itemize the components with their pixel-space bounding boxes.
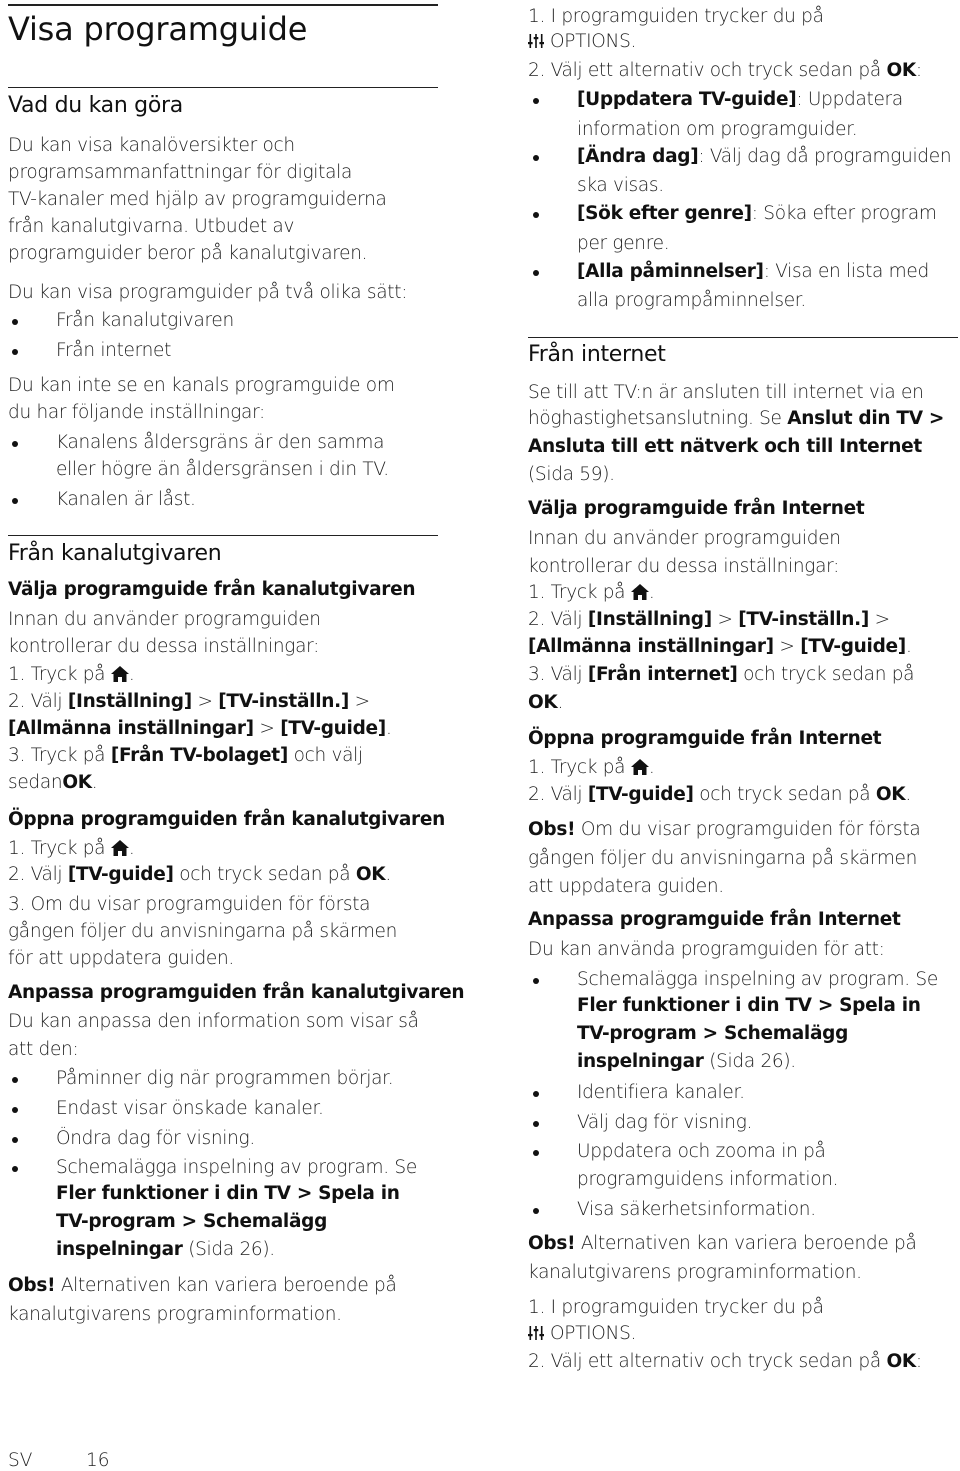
note-line	[528, 819, 920, 840]
step-text: och tryck sedan på	[699, 784, 871, 805]
step-line: OK.	[528, 692, 564, 713]
option-item-continued: per genre.	[577, 233, 670, 254]
step-line: 1. Tryck på .	[8, 664, 135, 685]
note-line: att uppdatera guiden.	[528, 876, 724, 897]
options-icon	[528, 1326, 544, 1340]
step-text: 3. Välj	[528, 664, 583, 685]
page-ref: (Sida 59).	[528, 464, 615, 485]
option-item-continued: ska visas.	[577, 175, 664, 196]
cross-reference-line	[56, 1239, 275, 1260]
section-rule	[8, 87, 438, 88]
option-item	[577, 146, 951, 167]
step-line: gången följer du anvisningarna på skärmen	[8, 921, 398, 942]
option-desc: : Söka efter program	[751, 203, 937, 224]
paragraph-line: Se till att TV:n är ansluten till internet via en	[528, 382, 924, 403]
list-item: Uppdatera och zooma in på	[577, 1141, 826, 1162]
step-line	[528, 609, 890, 630]
list-item: Kanalens åldersgräns är den samma	[56, 432, 385, 453]
list-item: Identifiera kanaler.	[577, 1082, 745, 1103]
step-line: 2. Välj ett alternativ och tryck sedan på OK:	[528, 60, 922, 81]
note-label: Obs!	[528, 1233, 576, 1254]
section-rule	[8, 535, 438, 536]
list-item: Från kanalutgivaren	[56, 310, 234, 331]
note-line	[528, 1233, 917, 1254]
paragraph-line: programsammanfattningar för digitala	[8, 162, 352, 183]
section-heading-internet: Från internet	[528, 342, 666, 367]
paragraph-text: höghastighetsanslutning. Se	[528, 408, 782, 429]
cross-reference: TV-program > Schemalägg	[577, 1023, 849, 1044]
cross-reference: Fler funktioner i din TV > Spela in	[56, 1183, 400, 1204]
cross-reference-line	[577, 1051, 796, 1072]
note-label: Obs!	[8, 1275, 56, 1296]
ok-ref: OK	[886, 60, 916, 81]
ok-ref: OK	[355, 864, 386, 885]
menu-ref: [Allmänna inställningar]	[528, 636, 774, 657]
paragraph-line: Du kan anpassa den information som visar så	[8, 1011, 419, 1032]
ok-ref: OK	[62, 772, 92, 793]
option-item	[577, 261, 929, 282]
note-line: gången följer du anvisningarna på skärmen	[528, 848, 918, 869]
paragraph-line: du har följande inställningar:	[8, 402, 265, 423]
cross-reference: Ansluta till ett nätverk och till Internet	[528, 436, 922, 457]
paragraph-line: Du kan visa kanalöversikter och	[8, 135, 295, 156]
menu-ref: [TV-guide]	[800, 636, 906, 657]
paragraph-line: kontrollerar du dessa inställningar:	[8, 636, 320, 657]
subheading: Välja programguide från Internet	[528, 498, 865, 519]
paragraph-line: kontrollerar du dessa inställningar:	[528, 556, 840, 577]
step-line	[8, 691, 370, 712]
menu-ref: [Inställning]	[67, 691, 192, 712]
paragraph-line: från kanalutgivarna. Utbudet av	[8, 216, 295, 237]
step-text: och välj	[293, 745, 363, 766]
note-text: Alternativen kan variera beroende på	[580, 1233, 917, 1254]
paragraph-line: Innan du använder programguiden	[8, 609, 321, 630]
home-icon	[111, 840, 129, 856]
menu-ref: [TV-guide]	[280, 718, 386, 739]
step-text: 1. Tryck på	[528, 582, 626, 603]
step-line: OPTIONS.	[528, 1323, 636, 1344]
subheading: Öppna programguiden från kanalutgivaren	[8, 809, 445, 830]
step-line	[528, 664, 914, 685]
option-desc: : Uppdatera	[796, 89, 903, 110]
menu-ref: [Inställning]	[587, 609, 712, 630]
list-item: Endast visar önskade kanaler.	[56, 1098, 324, 1119]
paragraph-line	[528, 408, 944, 429]
step-line: 1. Tryck på .	[528, 582, 655, 603]
step-text: 2. Välj	[8, 691, 63, 712]
ok-ref: OK	[886, 1351, 916, 1372]
page-title: Visa programguide	[8, 10, 308, 48]
option-key: [Sök efter genre]	[577, 203, 752, 224]
subheading: Anpassa programguide från Internet	[528, 909, 901, 930]
option-item	[577, 203, 937, 224]
section-heading-broadcaster: Från kanalutgivaren	[8, 541, 222, 566]
section-rule	[528, 337, 958, 338]
note-line: kanalutgivarens programinformation.	[528, 1262, 862, 1283]
separator: >	[717, 609, 733, 630]
list-item: Schemalägga inspelning av program. Se	[56, 1157, 417, 1178]
note-label: Obs!	[528, 819, 576, 840]
step-text: och tryck sedan på	[743, 664, 915, 685]
step-line: 2. Välj ett alternativ och tryck sedan på OK:	[528, 1351, 922, 1372]
menu-ref: [Allmänna inställningar]	[8, 718, 254, 739]
option-key: [Uppdatera TV-guide]	[577, 89, 797, 110]
option-item-continued: alla programpåminnelser.	[577, 290, 806, 311]
note-text: Om du visar programguiden för första	[580, 819, 921, 840]
page-ref: (Sida 26).	[709, 1051, 796, 1072]
step-line: 1. I programguiden trycker du på	[528, 6, 824, 27]
option-key: [Alla påminnelser]	[577, 261, 764, 282]
step-line: 1. I programguiden trycker du på	[528, 1297, 824, 1318]
step-line: 2. Välj [TV-guide] och tryck sedan på OK.	[8, 864, 391, 885]
page-ref: (Sida 26).	[188, 1239, 275, 1260]
step-text: 2. Välj ett alternativ och tryck sedan på	[528, 1351, 881, 1372]
list-item: Schemalägga inspelning av program. Se	[577, 969, 938, 990]
paragraph-line: TV-kanaler med hjälp av programguiderna	[8, 189, 387, 210]
footer-page-number: 16	[86, 1450, 110, 1471]
paragraph-line: Du kan använda programguiden för att:	[528, 939, 885, 960]
step-text: sedan	[8, 772, 63, 793]
step-line: 3. Om du visar programguiden för första	[8, 894, 371, 915]
list-item: Välj dag för visning.	[577, 1112, 753, 1133]
list-item-continued: programguidens information.	[577, 1169, 839, 1190]
ok-ref: OK	[875, 784, 906, 805]
note-line: kanalutgivarens programinformation.	[8, 1304, 342, 1325]
cross-reference: inspelningar	[56, 1239, 183, 1260]
step-text: 2. Välj	[8, 864, 63, 885]
step-text: och tryck sedan på	[179, 864, 351, 885]
cross-reference: TV-program > Schemalägg	[56, 1211, 328, 1232]
step-line: 1. Tryck på .	[8, 838, 135, 859]
cross-reference: Fler funktioner i din TV > Spela in	[577, 995, 921, 1016]
menu-ref: [TV-guide]	[67, 864, 174, 885]
home-icon	[631, 759, 649, 775]
option-desc: : Visa en lista med	[763, 261, 929, 282]
paragraph-line: Du kan inte se en kanals programguide om	[8, 375, 395, 396]
separator: >	[874, 609, 890, 630]
options-ref: OPTIONS	[550, 1323, 631, 1344]
ok-ref: OK	[528, 692, 558, 713]
section-heading-what: Vad du kan göra	[8, 93, 183, 118]
home-icon	[631, 584, 649, 600]
note-line	[8, 1275, 397, 1296]
option-desc: : Välj dag då programguiden	[698, 146, 952, 167]
subheading: Öppna programguide från Internet	[528, 728, 882, 749]
step-line	[8, 745, 363, 766]
cross-reference: Anslut din TV >	[787, 408, 945, 429]
step-text: 2. Välj ett alternativ och tryck sedan på	[528, 60, 881, 81]
step-text: 3. Tryck på	[8, 745, 106, 766]
list-item: Från internet	[56, 340, 172, 361]
options-ref: OPTIONS	[550, 31, 631, 52]
subheading: Anpassa programguiden från kanalutgivaren	[8, 982, 465, 1003]
title-rule	[8, 4, 438, 6]
paragraph-line: Innan du använder programguiden	[528, 528, 841, 549]
step-text: 1. Tryck på	[528, 757, 626, 778]
step-line: 1. Tryck på .	[528, 757, 655, 778]
step-line: [Allmänna inställningar] > [TV-guide].	[8, 718, 392, 739]
separator: >	[259, 718, 275, 739]
subheading: Välja programguide från kanalutgivaren	[8, 579, 416, 600]
separator: >	[354, 691, 370, 712]
home-icon	[111, 666, 129, 682]
separator: >	[197, 691, 213, 712]
step-text: 1. Tryck på	[8, 664, 106, 685]
list-item: Visa säkerhetsinformation.	[577, 1199, 816, 1220]
step-line: sedanOK.	[8, 772, 98, 793]
note-text: Alternativen kan variera beroende på	[60, 1275, 397, 1296]
option-item	[577, 89, 903, 110]
list-item: Kanalen är låst.	[56, 489, 196, 510]
paragraph-line: att den:	[8, 1039, 79, 1060]
cross-reference: inspelningar	[577, 1051, 704, 1072]
step-text: 1. Tryck på	[8, 838, 106, 859]
footer-language: SV	[8, 1450, 33, 1471]
list-item-continued: eller högre än åldersgränsen i din TV.	[56, 459, 389, 480]
paragraph-line: programguider beror på kanalutgivaren.	[8, 243, 368, 264]
menu-ref: [Från internet]	[587, 664, 738, 685]
options-icon	[528, 34, 544, 48]
paragraph-line: Du kan visa programguider på två olika sätt:	[8, 282, 408, 303]
step-line: 2. Välj [TV-guide] och tryck sedan på OK.	[528, 784, 911, 805]
separator: >	[779, 636, 795, 657]
option-key: [Ändra dag]	[577, 146, 699, 167]
menu-ref: [TV-inställn.]	[738, 609, 869, 630]
menu-ref: [TV-guide]	[587, 784, 694, 805]
step-line: för att uppdatera guiden.	[8, 948, 234, 969]
list-item: Öndra dag för visning.	[56, 1128, 255, 1149]
menu-ref: [TV-inställn.]	[218, 691, 349, 712]
option-item-continued: information om programguider.	[577, 119, 858, 140]
menu-ref: [Från TV-bolaget]	[110, 745, 288, 766]
step-text: 2. Välj	[528, 784, 583, 805]
step-line: OPTIONS.	[528, 31, 636, 52]
step-text: 2. Välj	[528, 609, 583, 630]
list-item: Påminner dig när programmen börjar.	[56, 1068, 394, 1089]
step-line: [Allmänna inställningar] > [TV-guide].	[528, 636, 912, 657]
